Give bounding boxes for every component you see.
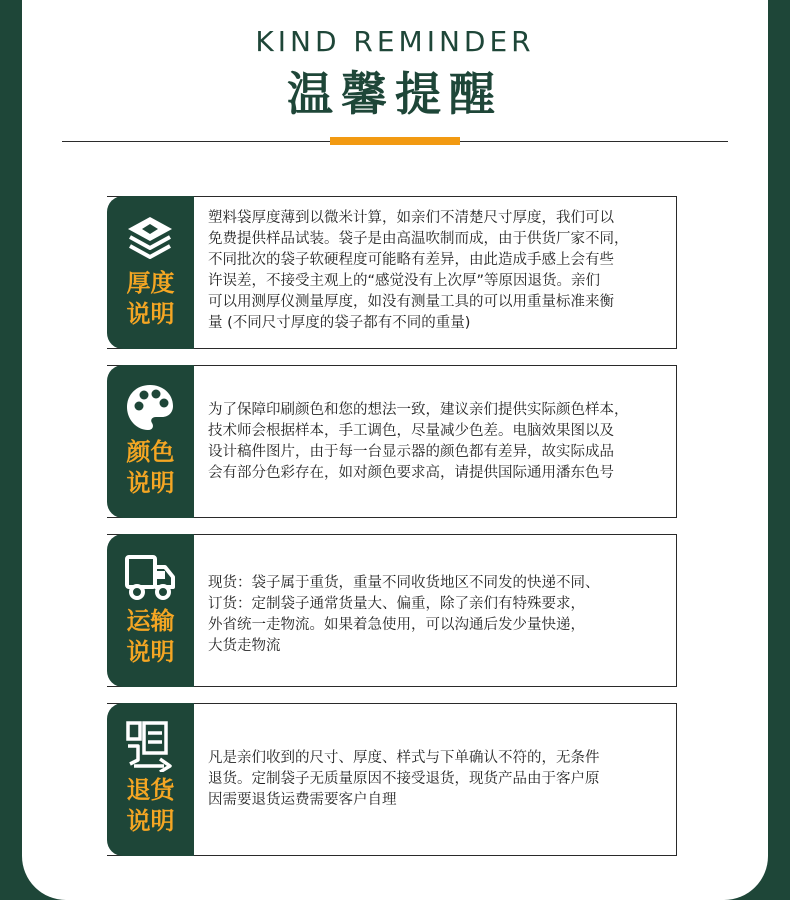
section-label-line2: 说明 <box>126 469 175 497</box>
section-label-line1: 颜色 <box>126 438 175 466</box>
header-subtitle: KIND REMINDER <box>255 25 535 58</box>
accent-bar <box>330 137 460 145</box>
return-icon <box>124 720 176 772</box>
palette-icon <box>124 382 176 434</box>
section-label-line2: 说明 <box>126 807 175 835</box>
section-label-line2: 说明 <box>126 638 175 666</box>
section-body-text: 为了保障印刷颜色和您的想法一致，建议亲们提供实际颜色样本， 技术师会根据样本，手工调色，尽量减少色差。电脑效果图以及 设计稿件图片，由于每一台显示器的颜色都有差异，故实际成品 会有部分色彩存在，如对颜色要求高，请提供国际通用潘东色号 <box>208 402 629 481</box>
section-body-text: 塑料袋厚度薄到以微米计算，如亲们不清楚尺寸厚度，我们可以 免费提供样品试装。袋子是由高温吹制而成，由于供货厂家不同， 不同批次的袋子软硬程度可能略有差异，由此造成手感上会有些 许误差，不接受主观上的“感觉没有上次厚”等原因退货。亲们 可以用测厚仪测量厚度，如没有测量工具的可以用重量标准来衡 量 (不同尺寸厚度的袋子都有不同的重量) <box>208 210 629 331</box>
section-tab <box>107 534 194 687</box>
section-label-line1: 退货 <box>126 776 175 804</box>
section-body-text: 现货：袋子属于重货，重量不同收货地区不同发的快递不同、 订货：定制袋子通常货量大、偏重，除了亲们有特殊要求， 外省统一走物流。如果着急使用，可以沟通后发少量快递， 大货走物流 <box>208 575 600 654</box>
section-tab <box>107 196 194 349</box>
section-body-text: 凡是亲们收到的尺寸、厚度、样式与下单确认不符的，无条件 退货。定制袋子无质量原因不接受退货，现货产品由于客户原 因需要退货运费需要客户自理 <box>208 750 600 808</box>
shipping-section <box>107 534 677 687</box>
section-tab <box>107 703 194 856</box>
return-section <box>107 703 677 856</box>
section-label-line1: 运输 <box>126 607 175 635</box>
layers-icon <box>124 213 176 265</box>
truck-icon <box>124 551 176 603</box>
section-label-line1: 厚度 <box>126 269 175 297</box>
section-label-line2: 说明 <box>126 300 175 328</box>
thickness-section <box>107 196 677 349</box>
color-section <box>107 365 677 518</box>
page-title: 温馨提醒 <box>287 67 503 121</box>
section-tab <box>107 365 194 518</box>
